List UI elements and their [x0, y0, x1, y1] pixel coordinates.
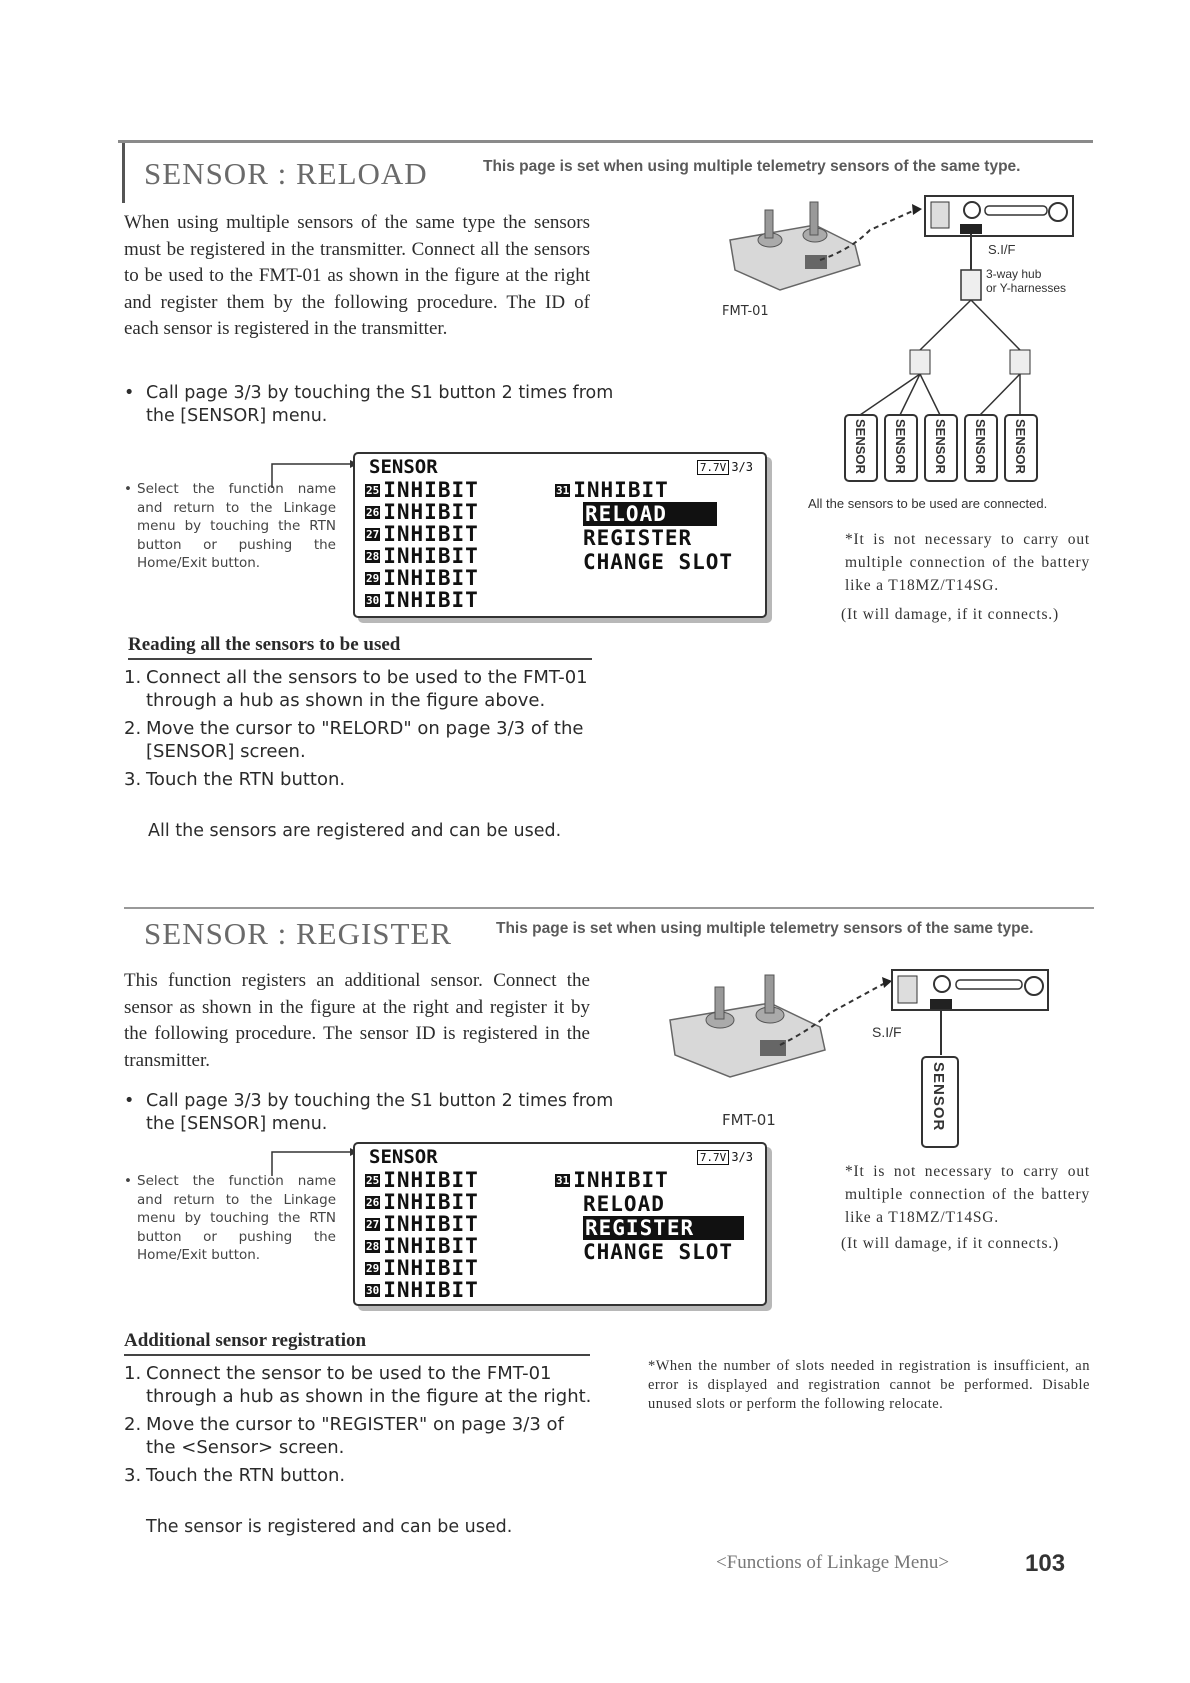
page-number: 103 [1025, 1550, 1066, 1577]
register-side-note-text: Select the function name and return to the Linkage menu by touching the RTN button or pushing the Home/Exit button. [137, 1173, 336, 1263]
slot-status: INHIBIT [383, 500, 479, 524]
sensor-box-label: SENSOR [933, 419, 948, 474]
right-slot-row[interactable]: 31 INHIBIT [556, 1168, 669, 1192]
slot-chip: 25 [366, 1174, 380, 1187]
register-result: The sensor is registered and can be used. [146, 1517, 513, 1537]
add-heading: Additional sensor registration [124, 1330, 590, 1356]
sensor-box-label: SENSOR [930, 1062, 947, 1132]
slot-row-30[interactable] [365, 588, 479, 612]
slot-status: INHIBIT [383, 478, 479, 502]
sensor-box-label: SENSOR [973, 419, 988, 474]
sensor-boxes [845, 415, 1037, 481]
slot-chip: 31 [556, 1174, 570, 1187]
slot-chip: 30 [366, 594, 380, 607]
screen-header: SENSOR [369, 456, 438, 478]
menu-register[interactable]: REGISTER [583, 1216, 744, 1240]
sensor-box-label: SENSOR [1013, 419, 1028, 474]
step-number: 1. [124, 667, 142, 688]
menu-reload[interactable]: RELOAD [583, 1192, 665, 1216]
reload-connection-diagram [720, 190, 1080, 500]
reload-steps [124, 667, 594, 798]
step-text: Move the cursor to "REGISTER" on page 3/3 of the <Sensor> screen. [146, 1414, 564, 1458]
slot-row-28[interactable] [365, 544, 479, 568]
receiver-sif-icon [925, 196, 1073, 236]
voltage-badge: 7.7V [697, 460, 730, 475]
menu-change-slot[interactable]: CHANGE SLOT [583, 1240, 734, 1264]
slot-chip: 30 [366, 1284, 380, 1297]
slot-insufficient-note: *When the number of slots needed in registration is insufficient, an error is displayed and registration cannot be performed. Disable unused slots or perform the following relocate. [648, 1358, 1090, 1412]
hub-label: 3-way hub or Y-harnesses [986, 267, 1067, 295]
step-number: 2. [124, 1414, 142, 1435]
pointer-arrow [270, 460, 360, 490]
slot-status: INHIBIT [383, 1278, 479, 1302]
reload-side-note-text: Select the function name and return to the Linkage menu by touching the RTN button or pushing the Home/Exit button. [137, 481, 336, 571]
slot-chip: 26 [366, 1196, 380, 1209]
slot-row-26[interactable] [365, 500, 479, 524]
step-number: 1. [124, 1363, 142, 1384]
slot-status: INHIBIT [383, 522, 479, 546]
register-connection-diagram [660, 965, 1080, 1155]
register-subtitle: This page is set when using multiple telemetry sensors of the same type. [496, 920, 1034, 937]
reload-bullet: • Call page 3/3 by touching the S1 button 2 times from the [SENSOR] menu. [124, 382, 644, 428]
step-text: Connect all the sensors to be used to the FMT-01 through a hub as shown in the figure above. [146, 667, 588, 711]
sensor-box-label: SENSOR [853, 419, 868, 474]
reload-title: SENSOR : RELOAD [144, 156, 428, 191]
menu-reload[interactable]: RELOAD [583, 502, 717, 526]
reload-subtitle: This page is set when using multiple telemetry sensors of the same type. [483, 158, 1021, 175]
reload-warning-damage: (It will damage, if it connects.) [841, 606, 1059, 623]
voltage-badge: 7.7V [697, 1150, 730, 1165]
transmitter-icon [670, 975, 825, 1077]
step-number: 3. [124, 1465, 142, 1486]
slot-row-29[interactable] [365, 1256, 479, 1280]
transmitter-icon [730, 202, 860, 290]
slot-chip: 26 [366, 506, 380, 519]
receiver-sif-icon [892, 970, 1048, 1010]
section-rule-top-2 [124, 907, 1094, 909]
transmitter-label: FMT-01 [722, 304, 769, 319]
register-bullet-text: Call page 3/3 by touching the S1 button 2 times from the [SENSOR] menu. [146, 1091, 614, 1134]
screen-page-indicator: 7.7V 3/3 [697, 460, 753, 474]
right-slot-row[interactable]: 31 INHIBIT [556, 478, 669, 502]
slot-row-25[interactable] [365, 478, 479, 502]
register-warning: *It is not necessary to carry out multiple connection of the battery like a T18MZ/T14SG. [845, 1163, 1090, 1226]
transmitter-label: FMT-01 [722, 1111, 776, 1129]
screen-page-indicator: 7.7V 3/3 [697, 1150, 753, 1164]
step-item [124, 718, 594, 763]
slot-status: INHIBIT [383, 1234, 479, 1258]
slot-status: INHIBIT [383, 1256, 479, 1280]
slot-status: INHIBIT [383, 588, 479, 612]
section-rule-top [118, 140, 1093, 143]
slot-row-28[interactable] [365, 1234, 479, 1258]
reload-intro: When using multiple sensors of the same type the sensors must be registered in the transmitter. Connect all the sensors to be used to the FMT-01 as shown in the figure at the right and register them by the following procedure. The ID of each sensor is registered in the transmitter. [124, 212, 590, 339]
step-text: Touch the RTN button. [146, 1465, 346, 1486]
step-text: Move the cursor to "RELORD" on page 3/3 of the [SENSOR] screen. [146, 718, 584, 762]
slot-chip: 31 [556, 484, 570, 497]
slot-status: INHIBIT [383, 1168, 479, 1192]
reload-lcd-screen [353, 452, 767, 618]
slot-chip: 29 [366, 1262, 380, 1275]
sif-label: S.I/F [988, 242, 1016, 257]
register-lcd-screen [353, 1142, 767, 1306]
step-item [124, 1465, 594, 1488]
register-bullet: • Call page 3/3 by touching the S1 button 2 times from the [SENSOR] menu. [124, 1090, 644, 1136]
step-item [124, 667, 594, 712]
slot-row-30[interactable] [365, 1278, 479, 1302]
register-intro: This function registers an additional sensor. Connect the sensor as shown in the figure at the right and register it by the following procedure. The sensor ID is registered in the transmitter. [124, 970, 590, 1071]
register-side-note: • Select the function name and return to the Linkage menu by touching the RTN button or pushing the Home/Exit button. [124, 1173, 336, 1263]
step-text: Touch the RTN button. [146, 769, 346, 790]
slot-chip: 25 [366, 484, 380, 497]
slot-status: INHIBIT [383, 1190, 479, 1214]
slot-status: INHIBIT [383, 544, 479, 568]
slot-row-29[interactable] [365, 566, 479, 590]
slot-row-27[interactable] [365, 522, 479, 546]
pointer-arrow-2 [270, 1148, 360, 1178]
register-title: SENSOR : REGISTER [144, 916, 453, 951]
slot-row-27[interactable] [365, 1212, 479, 1236]
step-number: 2. [124, 718, 142, 739]
diagram-caption: All the sensors to be used are connected. [808, 496, 1048, 511]
section-marker-bar [122, 143, 125, 203]
slot-status: INHIBIT [383, 566, 479, 590]
slot-row-26[interactable] [365, 1190, 479, 1214]
register-warning-damage: (It will damage, if it connects.) [841, 1235, 1059, 1252]
menu-change-slot[interactable]: CHANGE SLOT [583, 550, 734, 574]
step-item [124, 769, 594, 792]
slot-row-25[interactable] [365, 1168, 479, 1192]
slot-chip: 27 [366, 1218, 380, 1231]
menu-register[interactable]: REGISTER [583, 526, 693, 550]
slot-chip: 27 [366, 528, 380, 541]
reload-result: All the sensors are registered and can be used. [148, 821, 562, 841]
footer-section-name: <Functions of Linkage Menu> [716, 1552, 950, 1573]
step-item [124, 1414, 594, 1459]
slot-status: INHIBIT [383, 1212, 479, 1236]
register-steps [124, 1363, 594, 1494]
slot-chip: 28 [366, 550, 380, 563]
sensor-box-label: SENSOR [893, 419, 908, 474]
reload-bullet-text: Call page 3/3 by touching the S1 button 2 times from the [SENSOR] menu. [146, 383, 614, 426]
slot-chip: 28 [366, 1240, 380, 1253]
sif-label: S.I/F [872, 1024, 902, 1040]
reload-warning: *It is not necessary to carry out multiple connection of the battery like a T18MZ/T14SG. [845, 531, 1090, 594]
screen-header: SENSOR [369, 1146, 438, 1168]
step-number: 3. [124, 769, 142, 790]
step-item [124, 1363, 594, 1408]
reload-side-note: • Select the function name and return to the Linkage menu by touching the RTN button or pushing the Home/Exit button. [124, 481, 336, 571]
step-text: Connect the sensor to be used to the FMT-01 through a hub as shown in the figure at the right. [146, 1363, 592, 1407]
reading-heading: Reading all the sensors to be used [128, 634, 592, 660]
slot-chip: 29 [366, 572, 380, 585]
